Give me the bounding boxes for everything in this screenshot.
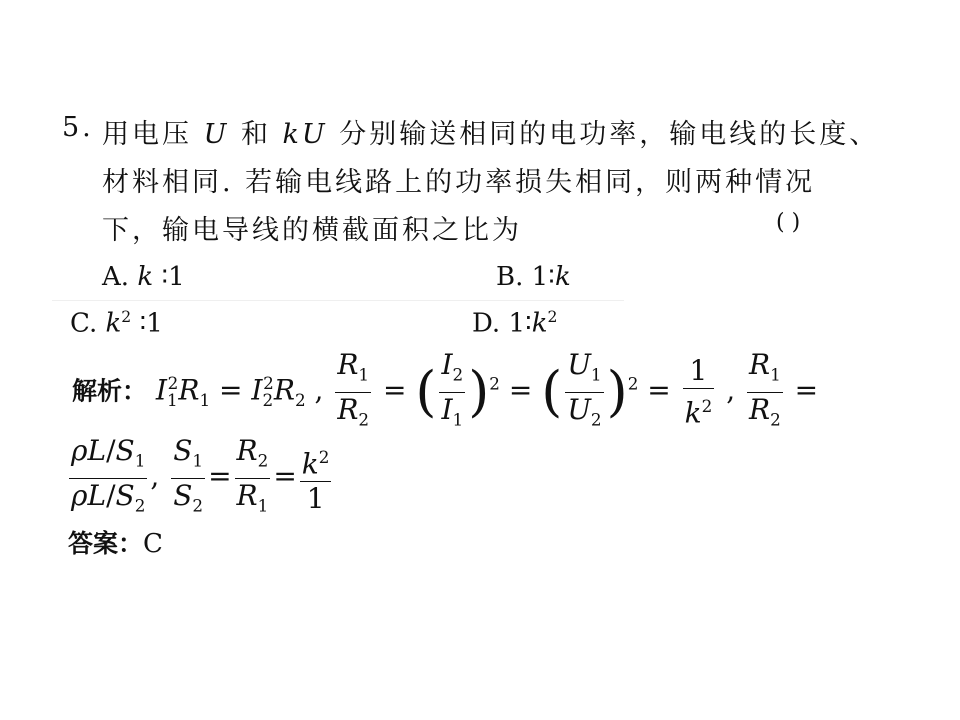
answer-label: 答案： [68, 529, 144, 558]
solution-equation-2: $\frac{\rho L/S_1}{\rho L/S_2}$ , $\frac{S_1}{S_2}$ = $\frac{R_2}{R_1}$ = $\frac{k^2}{1}$ [66, 434, 334, 522]
fraction-k2-1: $\frac{k^2}{1}$ [301, 446, 330, 516]
question-line-1 [102, 112, 879, 151]
fraction-r1-r2: $\frac{R_1}{R_2}$ [335, 348, 371, 436]
divider [52, 300, 624, 301]
answer-value: C [143, 529, 163, 559]
question-line-1-text: 用电压 U 和 kU 分别输送相同的电功率，输电线的长度、 [102, 119, 880, 150]
question-number: 5. [62, 112, 94, 143]
option-a: A. k ∶1 [102, 262, 185, 292]
option-d: D. $1∶k^2$ [472, 308, 558, 339]
fraction-u1-u2: $\frac{U_1}{U_2}$ [565, 348, 603, 436]
fraction-i2-i1: $\frac{I_2}{I_1}$ [439, 348, 465, 436]
solution-equation-1: 解析： $I_1^2R_1 = I_2^2R_2$ , $\frac{R_1}{R_2}$ = ( $\frac{I_2}{I_1}$ )$^2$ = ( $\frac{U_1}{U_2}$ )$^2$ = $\frac{1}{k^2}$ , $\frac{R_1}{R_2}$ = [72, 348, 818, 436]
option-c: C. $k^2$ ∶1 [70, 308, 163, 339]
option-b: B. 1∶k [496, 262, 571, 292]
fraction-r1-r2-b: $\frac{R_1}{R_2}$ [747, 348, 783, 436]
answer-line [68, 524, 163, 560]
solution-label: 解析： [72, 376, 148, 406]
question-line-2: 材料相同. 若输电线路上的功率损失相同，则两种情况 [102, 167, 816, 198]
fraction-s1-s2: $\frac{S_1}{S_2}$ [171, 434, 205, 522]
fraction-r2-r1: $\frac{R_2}{R_1}$ [235, 434, 271, 522]
fraction-1-k2: $\frac{1}{k^2}$ [684, 353, 713, 430]
question-line-3: 下，输电导线的横截面积之比为 [102, 215, 522, 246]
fraction-rho: $\frac{\rho L/S_1}{\rho L/S_2}$ [69, 434, 147, 522]
answer-blank: ( ) [776, 210, 801, 235]
